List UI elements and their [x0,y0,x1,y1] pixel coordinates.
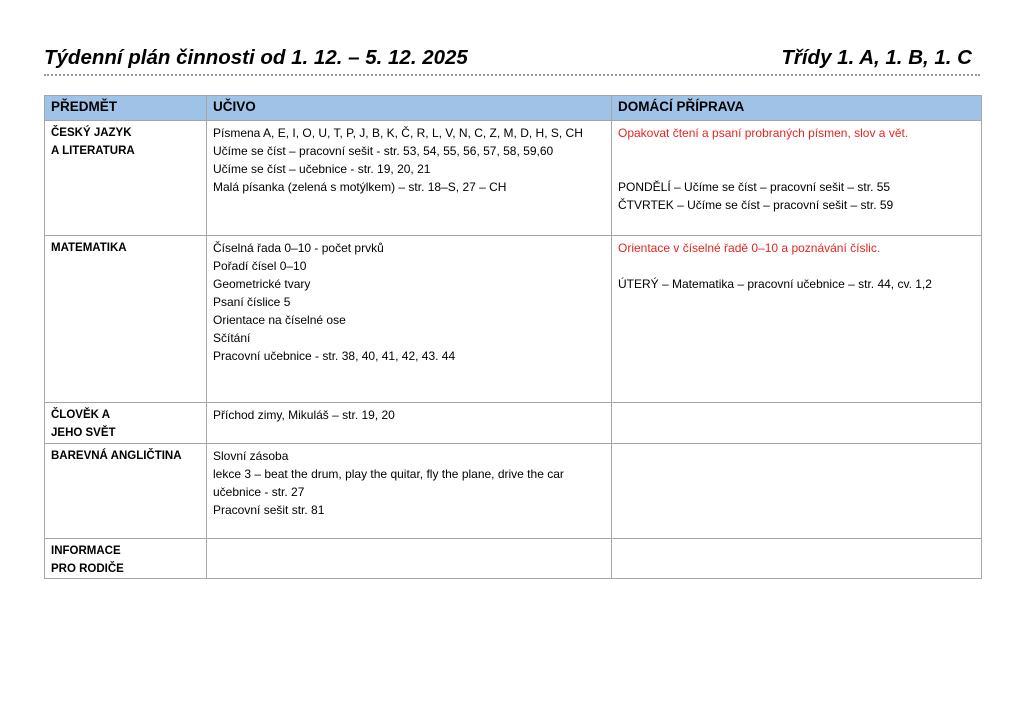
dotted-divider [44,74,980,76]
subject-line: ČLOVĚK A [51,409,110,421]
spacer [618,257,975,275]
subject-line: ČESKÝ JAZYK [51,127,132,139]
subject-line: JEHO SVĚT [51,427,116,439]
content-line: lekce 3 – beat the drum, play the quitar, fly the plane, drive the car [213,467,564,481]
content-line: Slovní zásoba [213,449,289,463]
content-line: Číselná řada 0–10 - počet prvků [213,241,384,255]
weekly-plan-table [44,95,982,579]
content-line: Psaní číslice 5 [213,295,291,309]
content-line: Pracovní učebnice - str. 38, 40, 41, 42, 43. 44 [213,349,456,363]
content-line: Malá písanka (zelená s motýlkem) – str. 18–S, 27 – CH [213,180,507,194]
homework-cell [612,444,982,539]
homework-cell [612,236,982,403]
content-line: Učíme se číst – pracovní sešit - str. 53, 54, 55, 56, 57, 58, 59,60 [213,144,554,158]
subject-line: MATEMATIKA [51,242,127,254]
content-line: Pracovní sešit str. 81 [213,503,325,517]
column-header-homework: DOMÁCÍ PŘÍPRAVA [612,96,982,121]
homework-cell [612,121,982,236]
content-line: Sčítání [213,331,251,345]
subject-line: PRO RODIČE [51,563,124,575]
homework-line: PONDĚLÍ – Učíme se číst – pracovní sešit – str. 55 [618,180,891,194]
homework-highlight: Orientace v číselné řadě 0–10 a poznávání číslic. [618,241,881,255]
subject-cell [45,236,207,403]
subject-line: A LITERATURA [51,145,135,157]
homework-cell [612,539,982,579]
subject-cell [45,444,207,539]
content-line: Orientace na číselné ose [213,313,346,327]
subject-line: BAREVNÁ ANGLIČTINA [51,450,182,462]
subject-cell [45,121,207,236]
column-header-content: UČIVO [207,96,612,121]
table-row [45,121,982,236]
column-header-subject: PŘEDMĚT [45,96,207,121]
page-header [44,46,972,70]
table-row [45,444,982,539]
content-cell [207,539,612,579]
table-row [45,403,982,444]
homework-line: ČTVRTEK – Učíme se číst – pracovní sešit – str. 59 [618,198,894,212]
content-cell [207,403,612,444]
content-cell [207,236,612,403]
homework-highlight: Opakovat čtení a psaní probraných písmen, slov a vět. [618,126,909,140]
content-line: Geometrické tvary [213,277,311,291]
homework-cell [612,403,982,444]
content-line: Písmena A, E, I, O, U, T, P, J, B, K, Č, R, L, V, N, C, Z, M, D, H, S, CH [213,126,583,140]
homework-line: ÚTERÝ – Matematika – pracovní učebnice – str. 44, cv. 1,2 [618,277,932,291]
table-row [45,236,982,403]
content-line: Pořadí čísel 0–10 [213,259,307,273]
spacer [618,142,975,178]
subject-cell [45,403,207,444]
classes-label: Třídy 1. A, 1. B, 1. C [781,46,972,69]
subject-cell [45,539,207,579]
table-header-row [45,96,982,121]
page-title: Týdenní plán činnosti od 1. 12. – 5. 12. 2025 [44,46,468,69]
content-line: Učíme se číst – učebnice - str. 19, 20, 21 [213,162,431,176]
table-row [45,539,982,579]
content-cell [207,121,612,236]
content-line: Příchod zimy, Mikuláš – str. 19, 20 [213,408,395,422]
content-cell [207,444,612,539]
subject-line: INFORMACE [51,545,121,557]
content-line: učebnice - str. 27 [213,485,305,499]
